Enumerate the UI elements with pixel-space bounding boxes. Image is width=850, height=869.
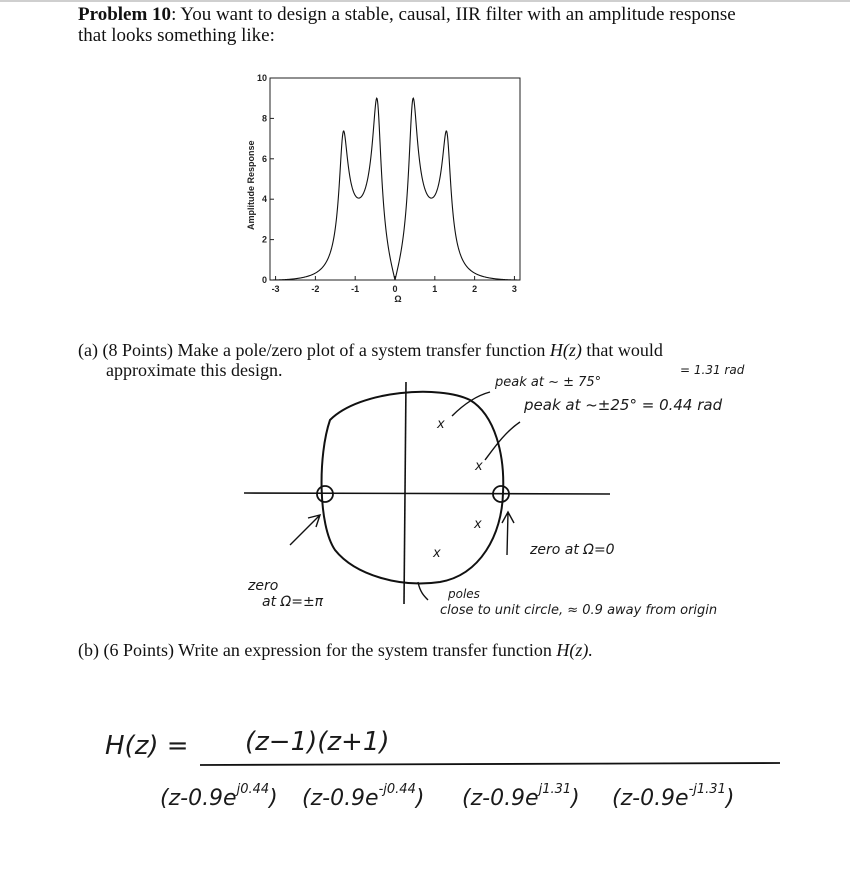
y-tick-label: 4	[261, 194, 267, 205]
x-tick-label: -1	[351, 284, 360, 294]
y-tick-label: 0	[261, 275, 267, 285]
y-axis-label: Amplitude Response	[246, 140, 256, 230]
problem-text-line2: that looks something like:	[78, 25, 275, 46]
arrow-peak25	[485, 422, 520, 460]
annot-peak75: peak at ~ ± 75°	[495, 375, 602, 390]
problem-text: : You want to design a stable, causal, IIR filter with an amplitude response	[171, 4, 736, 25]
answer-lhs: H(z) =	[105, 731, 189, 761]
annot-zero-pi-2: at Ω=±π	[262, 594, 324, 610]
pole-marker-2: x	[475, 459, 483, 474]
part-b-label: (b) (6 Points) Write an expression for the system transfer function	[78, 640, 552, 660]
fraction-bar	[200, 763, 780, 765]
y-tick-label: 10	[256, 73, 267, 83]
part-a-label: (a) (8 Points) Make a pole/zero plot of a system transfer function	[78, 340, 546, 360]
y-tick-label: 8	[261, 113, 267, 124]
problem-statement	[78, 4, 798, 46]
annot-zero-dc: zero at Ω=0	[530, 542, 615, 558]
problem-number: Problem 10	[78, 4, 172, 25]
top-rule	[0, 0, 850, 2]
part-a-tail: that would	[586, 340, 663, 360]
den-factor-4: $(z-0.9e^{-j1.31})$	[612, 782, 735, 811]
answer-numerator: (z−1)(z+1)	[245, 727, 390, 757]
arrow-zero-dc	[502, 512, 514, 555]
x-tick-label: -3	[271, 284, 280, 294]
y-ticks	[257, 73, 274, 285]
den-factor-1: $(z-0.9e^{j0.44})$	[160, 782, 278, 811]
annot-poles-2: close to unit circle, ≈ 0.9 away from origin	[440, 603, 718, 618]
pole-marker-4: x	[433, 546, 441, 561]
x-tick-label: -2	[311, 284, 320, 294]
x-axis-label: Ω	[394, 294, 402, 304]
part-a-line2: approximate this design.	[106, 360, 283, 380]
part-b	[78, 640, 798, 660]
den-factor-2: $(z-0.9e^{-j0.44})$	[302, 782, 425, 811]
imag-axis	[404, 382, 406, 604]
pole-marker-1: x	[437, 417, 445, 432]
answer-denominator	[160, 782, 734, 811]
unit-circle	[322, 392, 504, 584]
arrow-poles	[418, 582, 428, 600]
real-axis	[244, 493, 610, 494]
annot-poles-1: poles	[448, 587, 480, 601]
x-tick-label: 1	[432, 284, 438, 294]
part-b-hz: H(z).	[556, 640, 593, 660]
amplitude-chart	[240, 70, 540, 310]
x-tick-label: 3	[511, 284, 517, 294]
annot-peak25: peak at ~±25° = 0.44 rad	[524, 396, 723, 414]
y-tick-label: 6	[261, 153, 267, 164]
part-a-hz: H(z)	[549, 340, 582, 360]
pole-marker-3: x	[474, 517, 482, 532]
arrow-zero-pi	[290, 515, 320, 545]
pole-zero-plot	[0, 360, 850, 630]
y-tick-label: 2	[261, 234, 267, 245]
answer-expression	[0, 710, 850, 860]
annot-peak75-rad: = 1.31 rad	[680, 363, 745, 377]
x-tick-label: 2	[472, 284, 478, 294]
plot-frame	[270, 78, 520, 280]
annot-zero-pi-1: zero	[248, 578, 279, 594]
den-factor-3: $(z-0.9e^{j1.31})$	[462, 782, 580, 811]
x-tick-label: 0	[392, 284, 398, 294]
amplitude-curve	[270, 98, 520, 280]
